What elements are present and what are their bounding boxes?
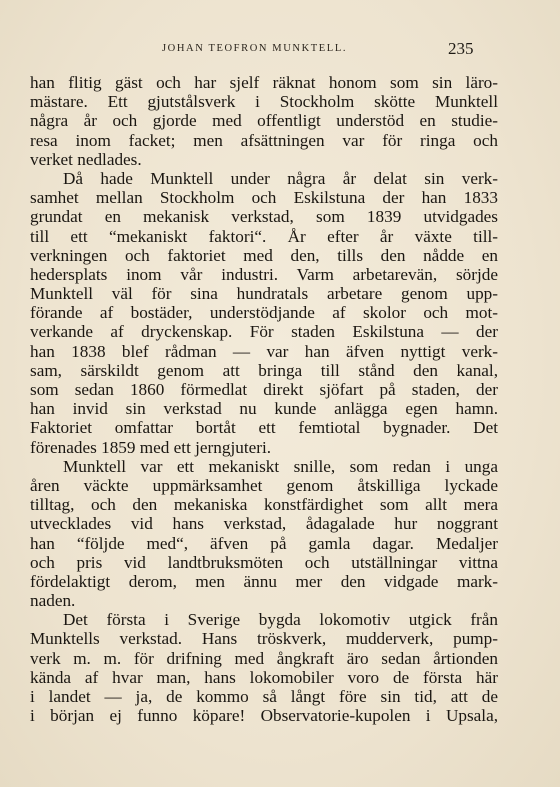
text-line: förande af bostäder, understödjande af skolor och mot- [30,303,498,323]
text-line: Munktell väl för sina hundratals arbetare genom upp- [30,284,498,304]
text-line: verkande af dryckenskap. För staden Eskilstuna — der [30,322,498,342]
text-line: verk m. m. för drifning med ångkraft äro sedan årtionden [30,648,498,668]
text-line: tilltag, och den mekaniska konstfärdighet som allt mera [30,495,498,515]
text-line: några år och gjorde med offentligt understöd en studie- [30,111,498,131]
text-line: verkningen och faktoriet med den, tills den nådde en [30,245,498,265]
text-line: han invid sin verkstad nu kunde anlägga egen hamn. [30,399,498,419]
text-line: Det första i Sverige bygda lokomotiv utgick från [63,610,498,630]
text-line: till ett “mekaniskt faktori“. År efter år växte till- [30,226,498,246]
text-line: Munktells verkstad. Hans tröskverk, mudderverk, pump- [30,629,498,649]
text-line: hedersplats inom vår industri. Varm arbetarevän, sörjde [30,264,498,284]
text-line: fördelaktigt derom, men ännu mer den vidgade mark- [30,571,498,591]
text-line: Då hade Munktell under några år delat sin verk- [63,168,498,188]
text-line: Faktoriet omfattar bortåt ett femtiotal bygnader. Det [30,418,498,438]
page-number: 235 [448,39,474,58]
text-line: i landet — ja, de kommo så långt före sin tid, att de [30,687,498,706]
text-line: resa inom facket; men afsättningen var för ringa och [30,130,498,150]
body-text [30,73,498,725]
running-header [0,39,560,59]
text-line: han 1838 blef rådman — var han äfven nyttigt verk- [30,341,498,361]
text-line: grundat en mekanisk verkstad, som 1839 utvidgades [30,207,498,227]
text-line: verket nedlades. [30,149,142,169]
text-line: kända af hvar man, hans lokomobiler voro de första här [30,667,498,687]
text-line: åren väckte uppmärksamhet genom åtskilliga lyckade [30,475,498,495]
text-line: han flitig gäst och har sjelf räknat honom som sin läro- [30,73,498,92]
text-line: han “följde med“, äfven på gamla dagar. Medaljer [30,533,498,553]
text-line: förenades 1859 med ett jerngjuteri. [30,437,272,457]
text-line: Munktell var ett mekaniskt snille, som redan i unga [63,456,498,476]
text-line: mästare. Ett gjutstålsverk i Stockholm skötte Munktell [30,92,498,112]
text-line: naden. [30,591,76,611]
text-line: i början ej funno köpare! Observatorie-kupolen i Upsala, [30,706,498,726]
running-title: JOHAN TEOFRON MUNKTELL. [162,43,348,54]
text-line: utvecklades vid hans verkstad, ådagalade hur noggrant [30,514,498,534]
text-line: samhet mellan Stockholm och Eskilstuna der han 1833 [30,188,498,208]
text-line: som sedan 1860 förmedlat direkt sjöfart på staden, der [30,380,498,399]
text-line: och pris vid landtbruksmöten och utställningar vittna [30,552,498,572]
text-line: sam, särskildt genom att bringa till stånd den kanal, [30,360,498,380]
